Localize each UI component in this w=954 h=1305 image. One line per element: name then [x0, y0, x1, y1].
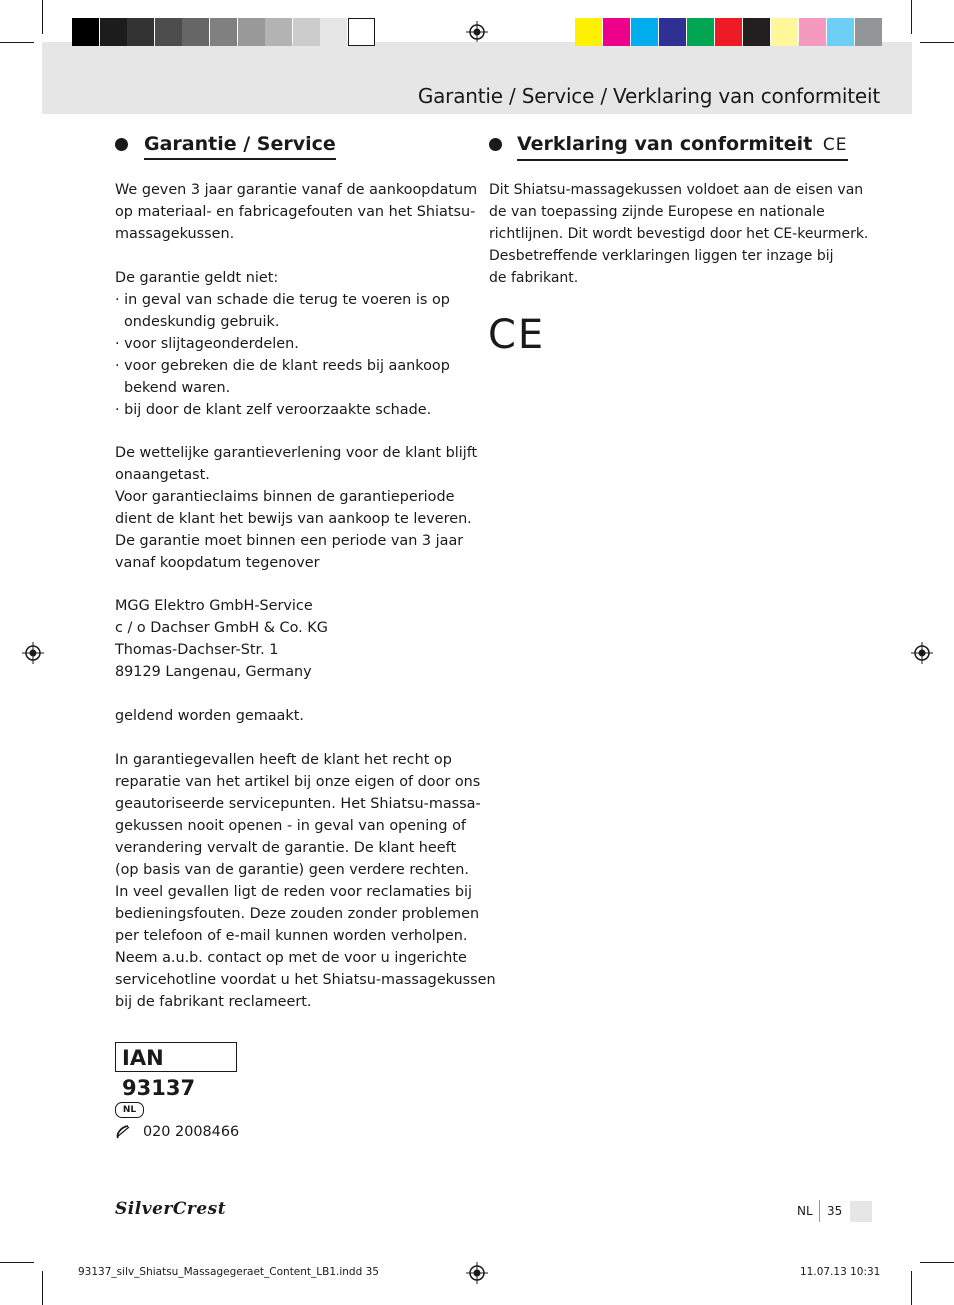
registration-mark-icon: [22, 642, 44, 664]
color-swatch: [575, 18, 602, 46]
warranty-intro: [115, 179, 477, 245]
text-line: Dit Shiatsu-massagekussen voldoet aan de eisen van: [489, 182, 864, 198]
text-line: De wettelijke garantieverlening voor de klant blijft: [115, 445, 478, 461]
text-line: Voor garantieclaims binnen de garantieperiode: [115, 489, 455, 505]
gray-swatch: [210, 18, 237, 46]
address-line: c / o Dachser GmbH & Co. KG: [115, 620, 328, 636]
text-line: reparatie van het artikel bij onze eigen of door ons: [115, 774, 481, 790]
address-line: 89129 Langenau, Germany: [115, 664, 312, 680]
gray-swatch: [293, 18, 320, 46]
text-line: verandering vervalt de garantie. De klant heeft: [115, 840, 457, 856]
section-bullet-icon: [115, 138, 128, 151]
page-tab: [850, 1201, 872, 1222]
gray-swatch: [72, 18, 99, 46]
text-line: massagekussen.: [115, 226, 235, 242]
list-item-continuation: bekend waren.: [124, 380, 231, 396]
country-badge: NL: [115, 1102, 144, 1118]
crop-mark: [911, 0, 912, 34]
text-line: In garantiegevallen heeft de klant het recht op: [115, 752, 452, 768]
text-line: We geven 3 jaar garantie vanaf de aankoopdatum: [115, 182, 478, 198]
color-swatch: [687, 18, 714, 46]
registration-mark-icon: [466, 1262, 488, 1284]
list-item: · in geval van schade die terug te voeren is op: [115, 292, 450, 308]
conformity-heading-text: Verklaring van conformiteit: [517, 133, 813, 155]
print-datetime: 11.07.13 10:31: [800, 1266, 881, 1278]
list-item-continuation: ondeskundig gebruik.: [124, 314, 280, 330]
warranty-repair-info: [115, 749, 496, 1013]
text-line: op materiaal- en fabricagefouten van het Shiatsu-: [115, 204, 476, 220]
color-swatch: [855, 18, 882, 46]
crop-mark: [42, 1271, 43, 1305]
ian-number-box: IAN 93137: [115, 1042, 237, 1072]
text-line: de van toepassing zijnde Europese en nationale: [489, 204, 825, 220]
registration-mark-icon: [911, 642, 933, 664]
section-bullet-icon: [489, 138, 502, 151]
gray-swatch: [155, 18, 182, 46]
claim-closing: geldend worden gemaakt.: [115, 708, 304, 724]
footer-divider: [819, 1200, 820, 1222]
conformity-heading: [517, 133, 848, 161]
address-line: MGG Elektro GmbH-Service: [115, 598, 313, 614]
crop-mark: [0, 1262, 34, 1263]
color-swatch: [799, 18, 826, 46]
conformity-text: [489, 179, 868, 289]
text-line: In veel gevallen ligt de reden voor reclamaties bij: [115, 884, 472, 900]
color-swatch: [771, 18, 798, 46]
color-swatch: [659, 18, 686, 46]
color-swatch: [631, 18, 658, 46]
color-swatch: [827, 18, 854, 46]
crop-mark: [911, 1271, 912, 1305]
list-item: · bij door de klant zelf veroorzaakte schade.: [115, 402, 432, 418]
registration-mark-icon: [466, 21, 488, 43]
text-line: gekussen nooit openen - in geval van opening of: [115, 818, 466, 834]
footer-lang: NL: [797, 1204, 813, 1218]
text-line: bij de fabrikant reclameert.: [115, 994, 312, 1010]
gray-swatch: [348, 18, 375, 46]
text-line: servicehotline voordat u het Shiatsu-massagekussen: [115, 972, 496, 988]
color-swatch: [603, 18, 630, 46]
service-address: [115, 595, 328, 683]
page-number: 35: [827, 1204, 843, 1218]
gray-swatch: [265, 18, 292, 46]
page-title: Garantie / Service / Verklaring van conformiteit: [417, 84, 880, 108]
warranty-heading: Garantie / Service: [144, 133, 336, 160]
gray-swatch: [100, 18, 127, 46]
crop-mark: [42, 0, 43, 34]
gray-swatch: [238, 18, 265, 46]
text-line: De garantie geldt niet:: [115, 270, 279, 286]
list-item: · voor slijtageonderdelen.: [115, 336, 299, 352]
text-line: bedieningsfouten. Deze zouden zonder problemen: [115, 906, 480, 922]
service-phone-number: 020 2008466: [143, 1124, 240, 1140]
indd-file-info: 93137_silv_Shiatsu_Massagegeraet_Content_LB1.indd 35: [78, 1266, 379, 1278]
ce-mark-small-icon: CE: [822, 135, 848, 155]
phone-icon: [115, 1124, 131, 1140]
crop-mark: [920, 42, 954, 43]
text-line: Neem a.u.b. contact op met de voor u ingerichte: [115, 950, 467, 966]
color-swatch: [743, 18, 770, 46]
warranty-exclusions: [115, 267, 450, 421]
text-line: (op basis van de garantie) geen verdere rechten.: [115, 862, 469, 878]
crop-mark: [920, 1262, 954, 1263]
text-line: vanaf koopdatum tegenover: [115, 555, 320, 571]
text-line: dient de klant het bewijs van aankoop te leveren.: [115, 511, 472, 527]
text-line: richtlijnen. Dit wordt bevestigd door het CE-keurmerk.: [489, 226, 869, 242]
text-line: Desbetreffende verklaringen liggen ter inzage bij: [489, 248, 834, 264]
address-line: Thomas-Dachser-Str. 1: [115, 642, 279, 658]
crop-mark: [0, 42, 34, 43]
gray-swatch: [182, 18, 209, 46]
gray-swatch: [320, 18, 347, 46]
text-line: De garantie moet binnen een periode van 3 jaar: [115, 533, 464, 549]
silvercrest-logo: SilverCrest: [115, 1199, 227, 1219]
text-line: onaangetast.: [115, 467, 210, 483]
text-line: de fabrikant.: [489, 270, 579, 286]
warranty-claims: [115, 442, 477, 574]
gray-swatch: [127, 18, 154, 46]
color-swatch: [715, 18, 742, 46]
text-line: per telefoon of e-mail kunnen worden verholpen.: [115, 928, 468, 944]
ce-mark-icon: CE: [488, 312, 546, 358]
list-item: · voor gebreken die de klant reeds bij aankoop: [115, 358, 450, 374]
text-line: geautoriseerde servicepunten. Het Shiatsu-massa-: [115, 796, 481, 812]
